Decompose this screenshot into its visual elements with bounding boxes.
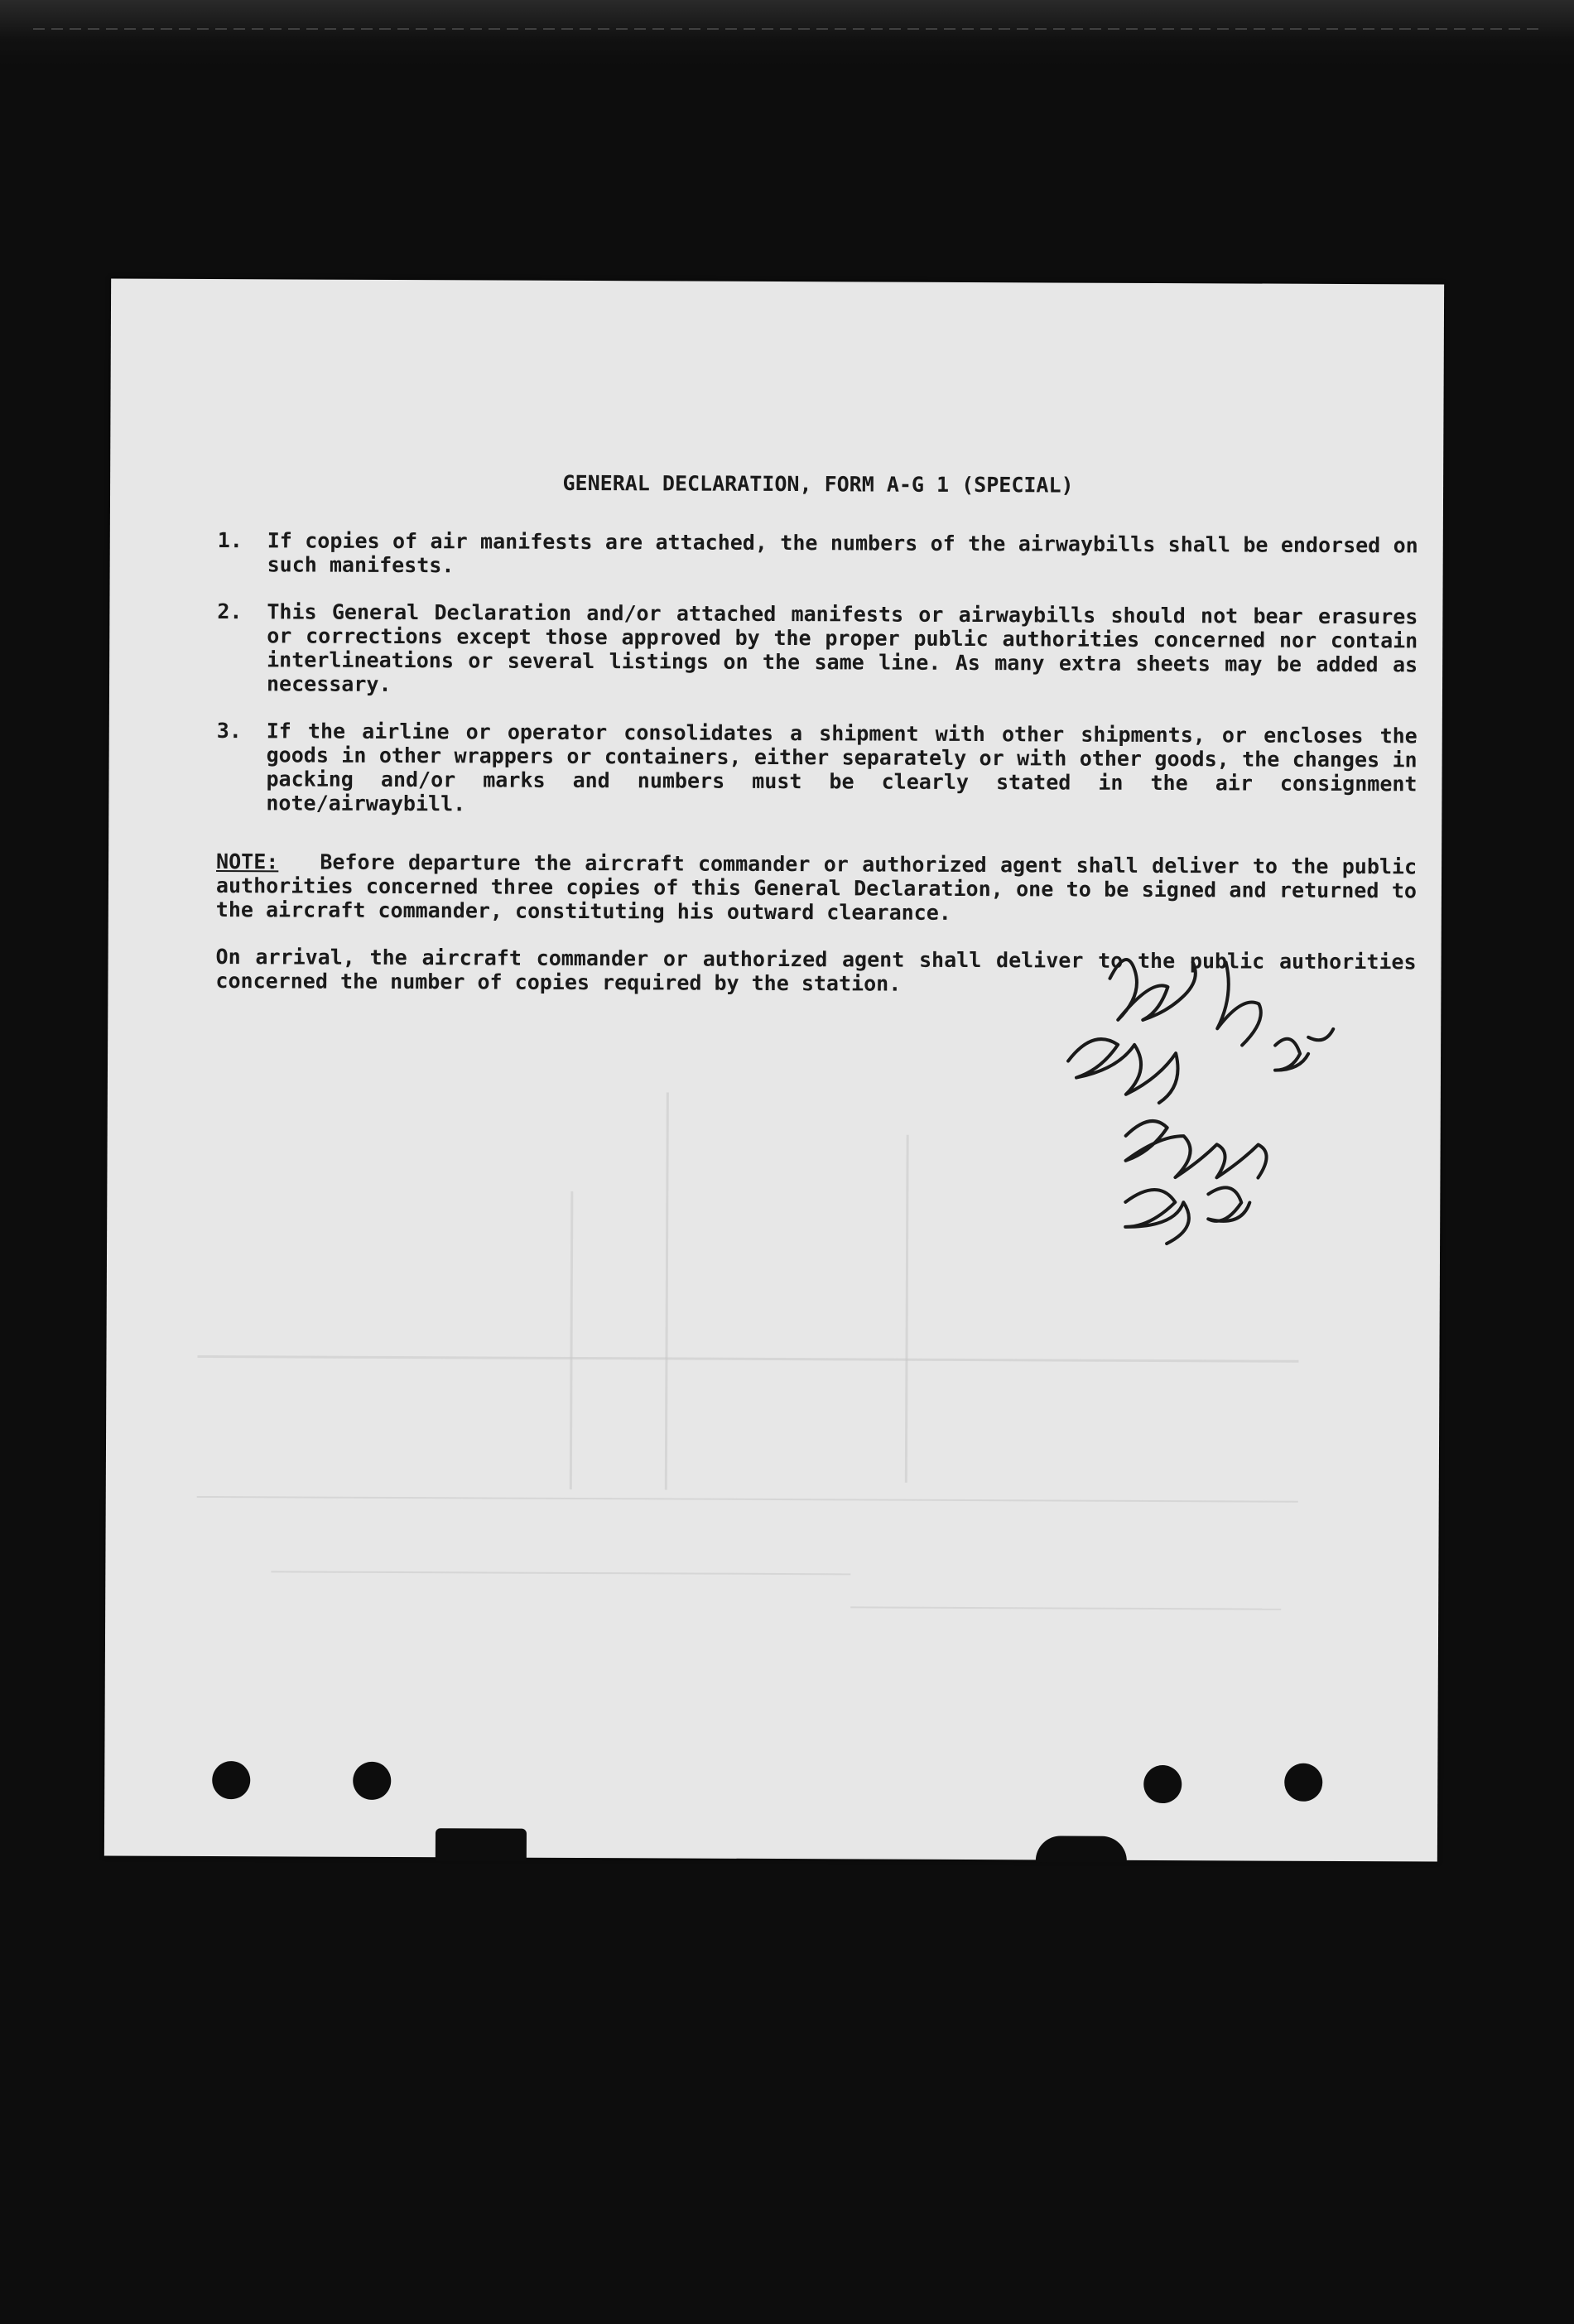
scan-edge-strip bbox=[0, 0, 1574, 66]
document-title: GENERAL DECLARATION, FORM A-G 1 (SPECIAL) bbox=[562, 470, 1074, 498]
item-number: 3. bbox=[216, 719, 242, 743]
item-number: 1. bbox=[217, 528, 243, 553]
punch-hole bbox=[212, 1761, 250, 1799]
punch-hole bbox=[353, 1762, 391, 1800]
document-page bbox=[104, 278, 1444, 1861]
punch-hole bbox=[1143, 1765, 1182, 1803]
punch-holes bbox=[104, 278, 1444, 1861]
item-number: 2. bbox=[217, 599, 243, 624]
torn-edge bbox=[1036, 1836, 1127, 1862]
note-text: Before departure the aircraft commander or authorized agent shall deliver to the public authorities concerned three copies of this General Declaration, one to be signed and returned to the aircraft commander, constituting his outward clearance. bbox=[215, 849, 1418, 925]
item-text: If the airline or operator consolidates a shipment with other shipments, or encloses the goods in other wrappers or containers, either separately or with other goods, the changes in packing and/or marks and numbers must be clearly stated in the air consignment note/airwaybill. bbox=[266, 719, 1418, 816]
note-label: NOTE: bbox=[216, 849, 279, 874]
torn-edge bbox=[436, 1828, 527, 1861]
item-text: This General Declaration and/or attached manifests or airwaybills should not bear erasures or corrections except those approved by the proper public authorities concerned nor contain interlineations or several listings on the same line. As many extra sheets may be added as necessary. bbox=[266, 599, 1418, 696]
punch-hole bbox=[1284, 1763, 1322, 1802]
item-text: If copies of air manifests are attached, the numbers of the airwaybills shall be endorsed on such manifests. bbox=[267, 528, 1418, 578]
arrival-paragraph: On arrival, the aircraft commander or authorized agent shall deliver to the public authorities concerned the number of copies required by the station. bbox=[215, 945, 1417, 996]
